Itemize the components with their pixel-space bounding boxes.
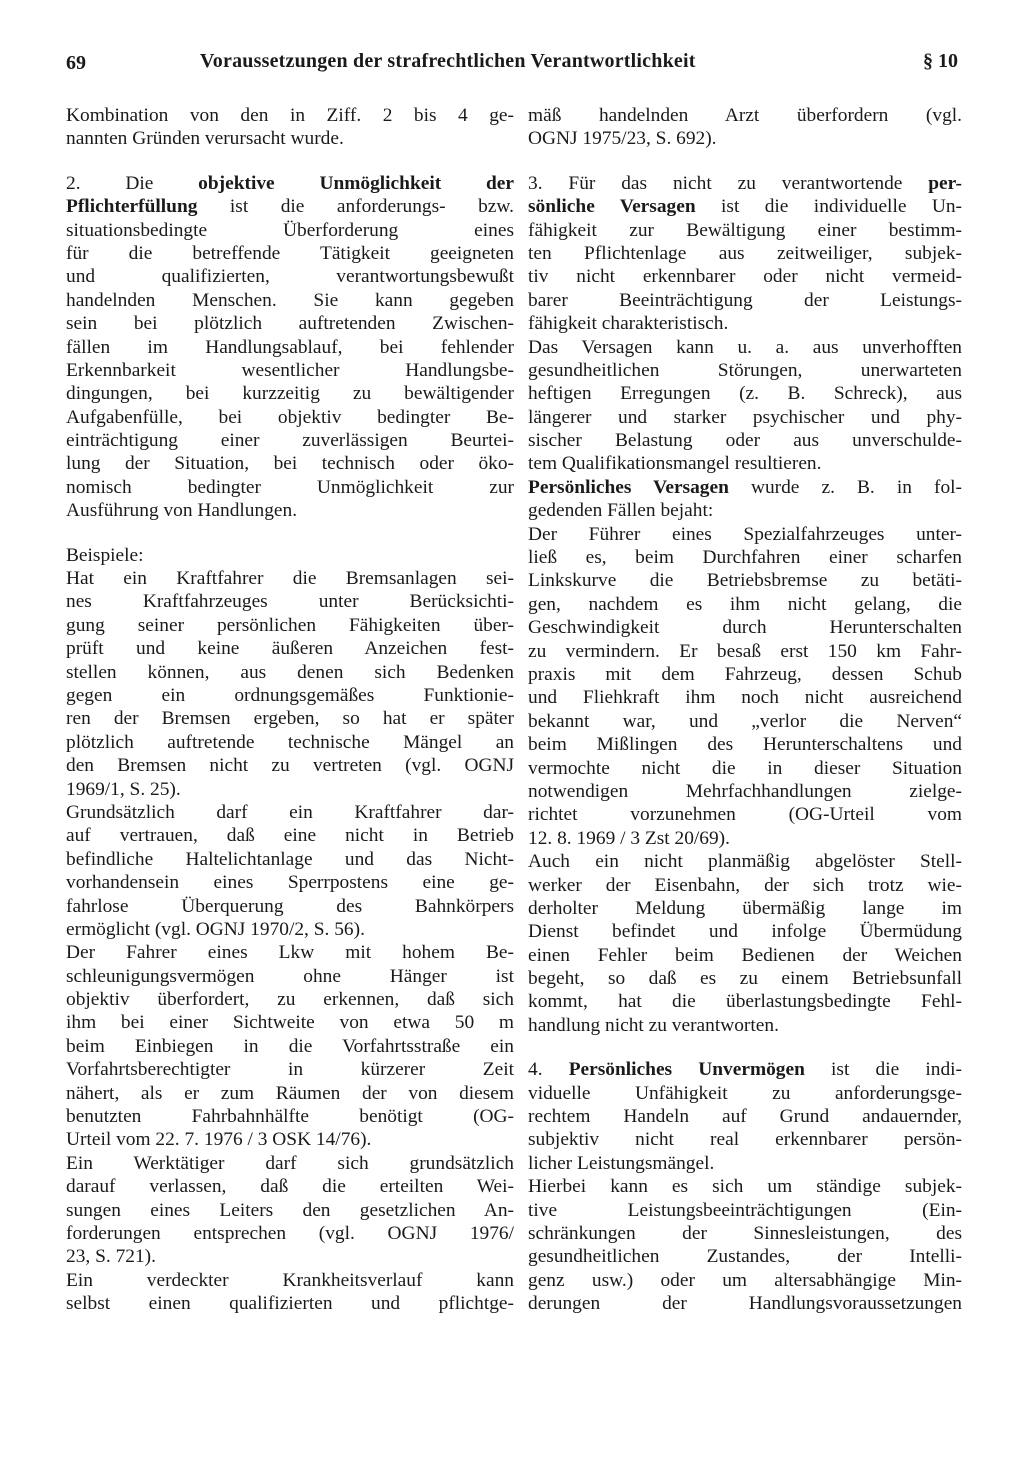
text-line [66, 1011, 514, 1034]
text-run: ist die anforderungs- bzw. [197, 196, 514, 218]
text-run: fähigkeit zur Bewältigung einer bestimm- [528, 219, 962, 241]
text-line [66, 1269, 514, 1292]
text-run: darauf verlassen, daß die erteilten Wei- [66, 1176, 514, 1198]
text-line [528, 1292, 962, 1315]
text-run: genz usw.) oder um altersabhängige Min- [528, 1269, 962, 1291]
text-run: und Fliehkraft ihm noch nicht ausreichend [528, 687, 962, 709]
bold-term: Pflichterfüllung [66, 196, 198, 218]
text-line [528, 546, 962, 569]
text-run: zu vermindern. Er besaß erst 150 km Fahr- [528, 640, 962, 662]
text-run: kommt, hat die überlastungsbedingte Fehl- [528, 991, 962, 1013]
text-run: Kombination von den in Ziff. 2 bis 4 ge- [66, 105, 514, 126]
text-line [528, 1245, 962, 1268]
text-run: gegen ein ordnungsgemäßes Funktionie- [66, 684, 514, 706]
text-run: für die betreffende Tätigkeit geeigneten [66, 242, 514, 264]
text-line [66, 172, 514, 195]
text-line [528, 1128, 962, 1151]
text-run: gesundheitlichen Zustandes, der Intelli- [528, 1246, 962, 1268]
text-line [528, 499, 962, 522]
text-line [66, 754, 514, 777]
text-line [528, 523, 962, 546]
text-line [66, 406, 514, 429]
text-line [528, 686, 962, 709]
text-run: Ein verdeckter Krankheitsverlauf kann [66, 1269, 514, 1291]
text-line [66, 614, 514, 637]
text-line [528, 1269, 962, 1292]
text-run: ihm bei einer Sichtweite von etwa 50 m [66, 1012, 514, 1034]
text-line [66, 195, 514, 218]
text-line [528, 242, 962, 265]
text-line [66, 1292, 514, 1315]
text-run: sein bei plötzlich auftretenden Zwischen- [66, 313, 514, 335]
text-run: Geschwindigkeit durch Herunterschalten [528, 617, 962, 639]
text-run: tiv nicht erkennbarer oder nicht vermeid- [528, 266, 962, 288]
text-line [66, 731, 514, 754]
text-run: subjektiv nicht real erkennbarer persön- [528, 1129, 962, 1151]
text-line [66, 544, 514, 567]
text-line [528, 359, 962, 382]
text-line [528, 733, 962, 756]
text-run: objektiv überfordert, zu erkennen, daß sich [66, 989, 514, 1011]
text-run: nomisch bedingter Unmöglichkeit zur [66, 476, 514, 498]
text-line [528, 757, 962, 780]
text-line [528, 336, 962, 359]
text-run: ließ es, beim Durchfahren einer scharfen [528, 547, 962, 569]
text-line [528, 593, 962, 616]
text-run: richtet vorzunehmen (OG-Urteil vom [528, 804, 962, 826]
text-line [66, 1082, 514, 1105]
text-line [66, 801, 514, 824]
bold-term: sönliche Versagen [528, 196, 696, 218]
text-run: 4. [528, 1059, 569, 1081]
text-run: schleunigungsvermögen ohne Hänger ist [66, 965, 514, 987]
text-run: handelnden Menschen. Sie kann gegeben [66, 289, 514, 311]
paragraph-gap [528, 151, 962, 172]
text-run: Aufgabenfülle, bei objektiv bedingter Be- [66, 406, 514, 428]
text-line [66, 242, 514, 265]
bold-term: Persönliches Versagen [528, 476, 729, 498]
text-run: Urteil vom 22. 7. 1976 / 3 OSK 14/76). [66, 1129, 372, 1151]
text-line [66, 127, 514, 150]
text-run: ist die indi- [804, 1059, 962, 1081]
text-line [66, 336, 514, 359]
text-run: ist die individuelle Un- [695, 196, 962, 218]
text-line [528, 1058, 962, 1081]
text-line [528, 569, 962, 592]
text-run: 1969/1, S. 25). [66, 778, 181, 800]
text-run: Beispiele: [66, 544, 144, 566]
text-line [66, 104, 514, 127]
text-line [66, 707, 514, 730]
text-line [66, 359, 514, 382]
text-run: 23, S. 721). [66, 1246, 156, 1268]
text-line [66, 1152, 514, 1175]
text-run: notwendigen Mehrfachhandlungen zielge- [528, 780, 962, 802]
text-run: fähigkeit charakteristisch. [528, 313, 729, 335]
text-run: nannten Gründen verursacht wurde. [66, 128, 344, 150]
text-run: barer Beeinträchtigung der Leistungs- [528, 289, 962, 311]
text-run: ren der Bremsen ergeben, so hat er später [66, 708, 514, 730]
text-run: handlung nicht zu verantworten. [528, 1014, 779, 1036]
text-run: viduelle Unfähigkeit zu anforderungsge- [528, 1082, 962, 1104]
text-run: rechtem Handeln auf Grund andauernder, [528, 1106, 962, 1128]
text-line [528, 219, 962, 242]
text-run: Erkennbarkeit wesentlicher Handlungsbe- [66, 359, 514, 381]
text-run: 2. Die [66, 172, 199, 194]
text-line [528, 1175, 962, 1198]
text-run: forderungen entsprechen (vgl. OGNJ 1976/ [66, 1222, 514, 1244]
text-run: fällen im Handlungsablauf, bei fehlender [66, 336, 514, 358]
text-line [528, 803, 962, 826]
text-run: 3. Für das nicht zu verantwortende [528, 172, 929, 194]
text-run: benutzten Fahrbahnhälfte benötigt (OG- [66, 1106, 514, 1128]
text-run: Der Fahrer eines Lkw mit hohem Be- [66, 942, 514, 964]
text-run: wurde z. B. in fol- [728, 476, 962, 498]
text-run: plötzlich auftretende technische Mängel an [66, 731, 514, 753]
text-line [528, 1152, 962, 1175]
section-mark: § 10 [923, 50, 958, 72]
text-line [528, 1222, 962, 1245]
text-run: werker der Eisenbahn, der sich trotz wie- [528, 874, 962, 896]
text-run: sischer Belastung oder aus unverschulde- [528, 430, 962, 452]
text-run: stellen können, aus denen sich Bedenken [66, 661, 514, 683]
text-run: befindliche Haltelichtanlage und das Nicht- [66, 848, 514, 870]
text-run: ten Pflichtenlage aus zeitweiliger, subjek- [528, 242, 962, 264]
text-line [66, 429, 514, 452]
text-line [528, 850, 962, 873]
bold-term: Persönliches Unvermögen [568, 1059, 805, 1081]
paragraph-gap [66, 523, 514, 544]
text-line [66, 312, 514, 335]
text-line [528, 827, 962, 850]
text-run: beim Einbiegen in die Vorfahrtsstraße ein [66, 1035, 514, 1057]
text-run: Das Versagen kann u. a. aus unverhofften [528, 336, 962, 358]
text-run: nähert, als er zum Räumen der von diesem [66, 1082, 514, 1104]
text-line [66, 684, 514, 707]
text-line [528, 312, 962, 335]
text-line [528, 1105, 962, 1128]
text-line [66, 590, 514, 613]
text-line [66, 941, 514, 964]
text-line [66, 895, 514, 918]
text-line [66, 778, 514, 801]
text-run: bekannt war, und „verlor die Nerven“ [528, 710, 962, 732]
text-line [528, 452, 962, 475]
text-run: prüft und keine äußeren Anzeichen fest- [66, 638, 514, 660]
text-line [528, 476, 962, 499]
text-run: Auch ein nicht planmäßig abgelöster Stell- [528, 851, 962, 873]
text-line [528, 616, 962, 639]
text-line [528, 172, 962, 195]
text-line [528, 920, 962, 943]
text-run: längerer und starker psychischer und phy- [528, 406, 962, 428]
text-line [528, 897, 962, 920]
text-line [528, 1014, 962, 1037]
text-line [528, 944, 962, 967]
text-run: einträchtigung einer zuverlässigen Beurtei- [66, 430, 514, 452]
text-run: beim Mißlingen des Herunterschaltens und [528, 734, 962, 756]
text-line [528, 104, 962, 127]
text-line [66, 265, 514, 288]
text-run: ermöglicht (vgl. OGNJ 1970/2, S. 56). [66, 918, 365, 940]
text-run: mäß handelnden Arzt überfordern (vgl. [528, 105, 962, 126]
text-run: Dienst befindet und infolge Übermüdung [528, 921, 962, 943]
text-run: Der Führer eines Spezialfahrzeuges unter- [528, 523, 962, 545]
right-column [528, 104, 962, 1316]
text-line [66, 871, 514, 894]
text-line [66, 219, 514, 242]
text-line [528, 990, 962, 1013]
text-run: schränkungen der Sinnesleistungen, des [528, 1222, 962, 1244]
text-line [66, 918, 514, 941]
text-line [66, 567, 514, 590]
text-line [528, 640, 962, 663]
text-line [66, 637, 514, 660]
text-line [66, 1058, 514, 1081]
text-run: Vorfahrtsberechtigter in kürzerer Zeit [66, 1059, 514, 1081]
text-line [66, 1199, 514, 1222]
text-line [66, 1175, 514, 1198]
text-run: fahrlose Überquerung des Bahnkörpers [66, 895, 514, 917]
text-run: lung der Situation, bei technisch oder öko- [66, 453, 514, 475]
text-run: gedenden Fällen bejaht: [528, 500, 714, 522]
paragraph-gap [66, 151, 514, 172]
text-run: und qualifizierten, verantwortungsbewußt [66, 266, 514, 288]
running-header [66, 44, 958, 80]
text-line [528, 663, 962, 686]
text-line [528, 127, 962, 150]
running-title: Voraussetzungen der strafrechtlichen Verantwortlichkeit [200, 50, 696, 72]
text-line [66, 1105, 514, 1128]
text-line [528, 289, 962, 312]
text-run: derungen der Handlungsvoraussetzungen [528, 1293, 962, 1315]
paragraph-gap [528, 1037, 962, 1058]
text-line [528, 874, 962, 897]
text-run: begeht, so daß es zu einem Betriebsunfall [528, 968, 962, 990]
text-run: gung seiner persönlichen Fähigkeiten über- [66, 614, 514, 636]
text-run: praxis mit dem Fahrzeug, dessen Schub [528, 663, 962, 685]
text-line [528, 710, 962, 733]
text-line [66, 661, 514, 684]
text-run: einen Fehler beim Bedienen der Weichen [528, 944, 962, 966]
text-run: Linkskurve die Betriebsbremse zu betäti- [528, 570, 962, 592]
text-line [528, 382, 962, 405]
text-line [66, 1245, 514, 1268]
text-run: tem Qualifikationsmangel resultieren. [528, 453, 822, 475]
text-run: Hierbei kann es sich um ständige subjek- [528, 1176, 962, 1198]
text-run: Ausführung von Handlungen. [66, 500, 298, 522]
text-run: OGNJ 1975/23, S. 692). [528, 128, 717, 150]
text-line [66, 476, 514, 499]
text-run: situationsbedingte Überforderung eines [66, 219, 514, 241]
text-run: Hat ein Kraftfahrer die Bremsanlagen sei- [66, 568, 514, 590]
text-run: vermochte nicht die in dieser Situation [528, 757, 962, 779]
text-run: Grundsätzlich darf ein Kraftfahrer dar- [66, 801, 514, 823]
text-line [66, 824, 514, 847]
text-run: tive Leistungsbeeinträchtigungen (Ein- [528, 1199, 962, 1221]
text-run: nes Kraftfahrzeuges unter Berücksichti- [66, 591, 514, 613]
text-line [528, 265, 962, 288]
text-line [528, 1082, 962, 1105]
bold-term: per- [928, 172, 962, 194]
text-run: derholter Meldung übermäßig lange im [528, 897, 962, 919]
text-run: licher Leistungsmängel. [528, 1152, 715, 1174]
text-run: gen, nachdem es ihm nicht gelang, die [528, 593, 962, 615]
text-line [528, 429, 962, 452]
text-line [66, 1128, 514, 1151]
bold-term: objektive Unmöglichkeit der [198, 172, 514, 194]
text-line [528, 195, 962, 218]
text-line [66, 1035, 514, 1058]
text-line [66, 965, 514, 988]
text-run: vorhandensein eines Sperrpostens eine ge- [66, 872, 514, 894]
text-run: sungen eines Leiters den gesetzlichen An- [66, 1199, 514, 1221]
text-run: selbst einen qualifizierten und pflichtge- [66, 1293, 514, 1315]
text-run: dingungen, bei kurzzeitig zu bewältigender [66, 383, 514, 405]
text-line [528, 780, 962, 803]
text-run: heftigen Erregungen (z. B. Schreck), aus [528, 383, 962, 405]
text-run: gesundheitlichen Störungen, unerwarteten [528, 359, 962, 381]
text-line [66, 848, 514, 871]
text-run: 12. 8. 1969 / 3 Zst 20/69). [528, 827, 730, 849]
text-run: Ein Werktätiger darf sich grundsätzlich [66, 1152, 514, 1174]
page-number: 69 [66, 52, 86, 74]
text-run: auf vertrauen, daß eine nicht in Betrieb [66, 825, 514, 847]
text-line [66, 452, 514, 475]
text-line [528, 967, 962, 990]
text-line [528, 1199, 962, 1222]
text-line [66, 499, 514, 522]
text-line [66, 988, 514, 1011]
text-line [66, 382, 514, 405]
left-column [66, 104, 514, 1316]
text-line [528, 406, 962, 429]
text-line [66, 1222, 514, 1245]
text-run: den Bremsen nicht zu vertreten (vgl. OGNJ [66, 755, 514, 777]
text-line [66, 289, 514, 312]
